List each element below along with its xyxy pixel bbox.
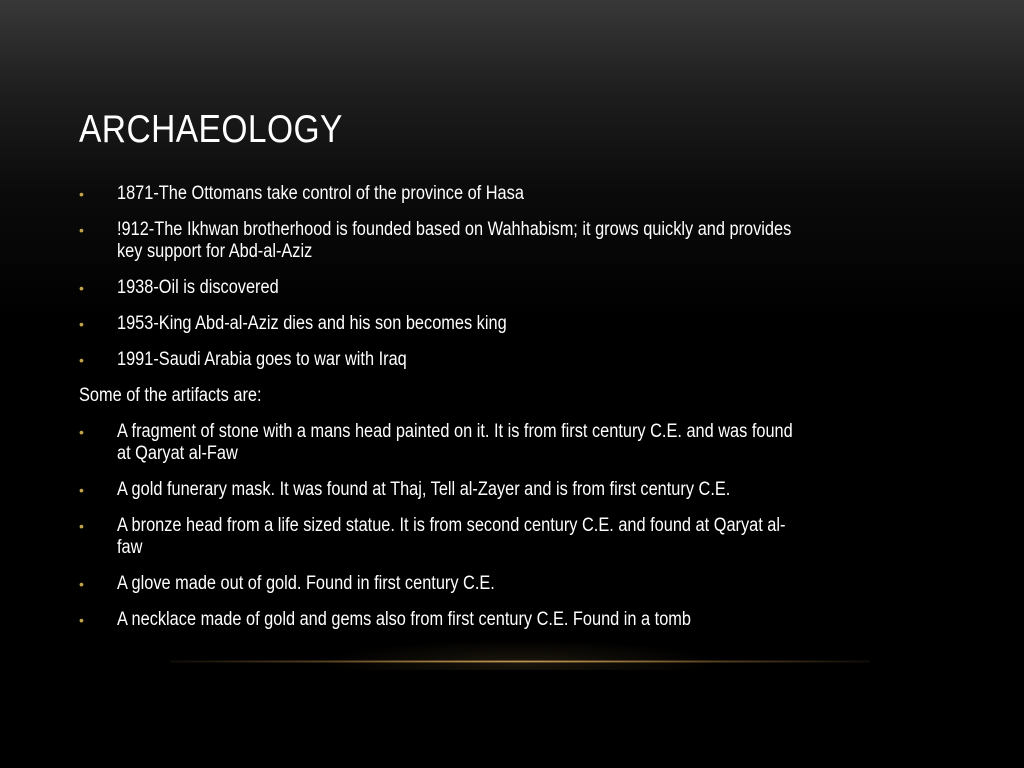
item-text xyxy=(117,313,850,335)
bullet-item xyxy=(79,479,969,501)
bullet-item xyxy=(79,421,969,465)
bullet-icon: • xyxy=(79,518,84,534)
text-line: A glove made out of gold. Found in first century C.E. xyxy=(117,573,495,594)
slide-body xyxy=(79,183,969,645)
text-line: A bronze head from a life sized statue. It is from second century C.E. and found at Qaryat al- xyxy=(117,515,786,536)
item-text xyxy=(117,277,850,299)
text-line: A gold funerary mask. It was found at Thaj, Tell al-Zayer and is from first century C.E. xyxy=(117,479,731,500)
text-line: at Qaryat al-Faw xyxy=(117,443,238,464)
bullet-item xyxy=(79,349,969,371)
bullet-item xyxy=(79,515,969,559)
bullet-icon: • xyxy=(79,316,84,332)
bullet-icon: • xyxy=(79,424,84,440)
gold-divider-line xyxy=(170,660,870,663)
text-line: !912-The Ikhwan brotherhood is founded based on Wahhabism; it grows quickly and provides xyxy=(117,219,792,240)
text-line: key support for Abd-al-Aziz xyxy=(117,241,313,262)
text-line: faw xyxy=(117,537,143,558)
item-text xyxy=(117,349,850,371)
item-text xyxy=(117,183,850,205)
divider-glow xyxy=(320,640,720,670)
text-line: 1991-Saudi Arabia goes to war with Iraq xyxy=(117,349,407,370)
text-line: 1938-Oil is discovered xyxy=(117,277,279,298)
bullet-item xyxy=(79,219,969,263)
slide-title: ARCHAEOLOGY xyxy=(79,108,343,151)
text-line: 1871-The Ottomans take control of the province of Hasa xyxy=(117,183,524,204)
item-text xyxy=(117,609,850,631)
text-line: Some of the artifacts are: xyxy=(79,385,262,406)
item-text xyxy=(117,479,850,501)
bullet-icon: • xyxy=(79,352,84,368)
item-text xyxy=(117,421,850,465)
bullet-icon: • xyxy=(79,576,84,592)
bullet-icon: • xyxy=(79,280,84,296)
text-line: A fragment of stone with a mans head painted on it. It is from first century C.E. and was found xyxy=(117,421,793,442)
bullet-icon: • xyxy=(79,222,84,238)
bullet-icon: • xyxy=(79,482,84,498)
item-text xyxy=(117,573,850,595)
bullet-item xyxy=(79,277,969,299)
item-text xyxy=(117,219,850,263)
item-text xyxy=(117,515,850,559)
subheading-line xyxy=(79,385,969,407)
text-line: A necklace made of gold and gems also from first century C.E. Found in a tomb xyxy=(117,609,692,630)
item-text xyxy=(79,385,844,407)
bullet-item xyxy=(79,313,969,335)
bullet-item xyxy=(79,609,969,631)
bullet-item xyxy=(79,183,969,205)
bullet-item xyxy=(79,573,969,595)
text-line: 1953-King Abd-al-Aziz dies and his son becomes king xyxy=(117,313,507,334)
bullet-icon: • xyxy=(79,186,84,202)
bullet-icon: • xyxy=(79,612,84,628)
